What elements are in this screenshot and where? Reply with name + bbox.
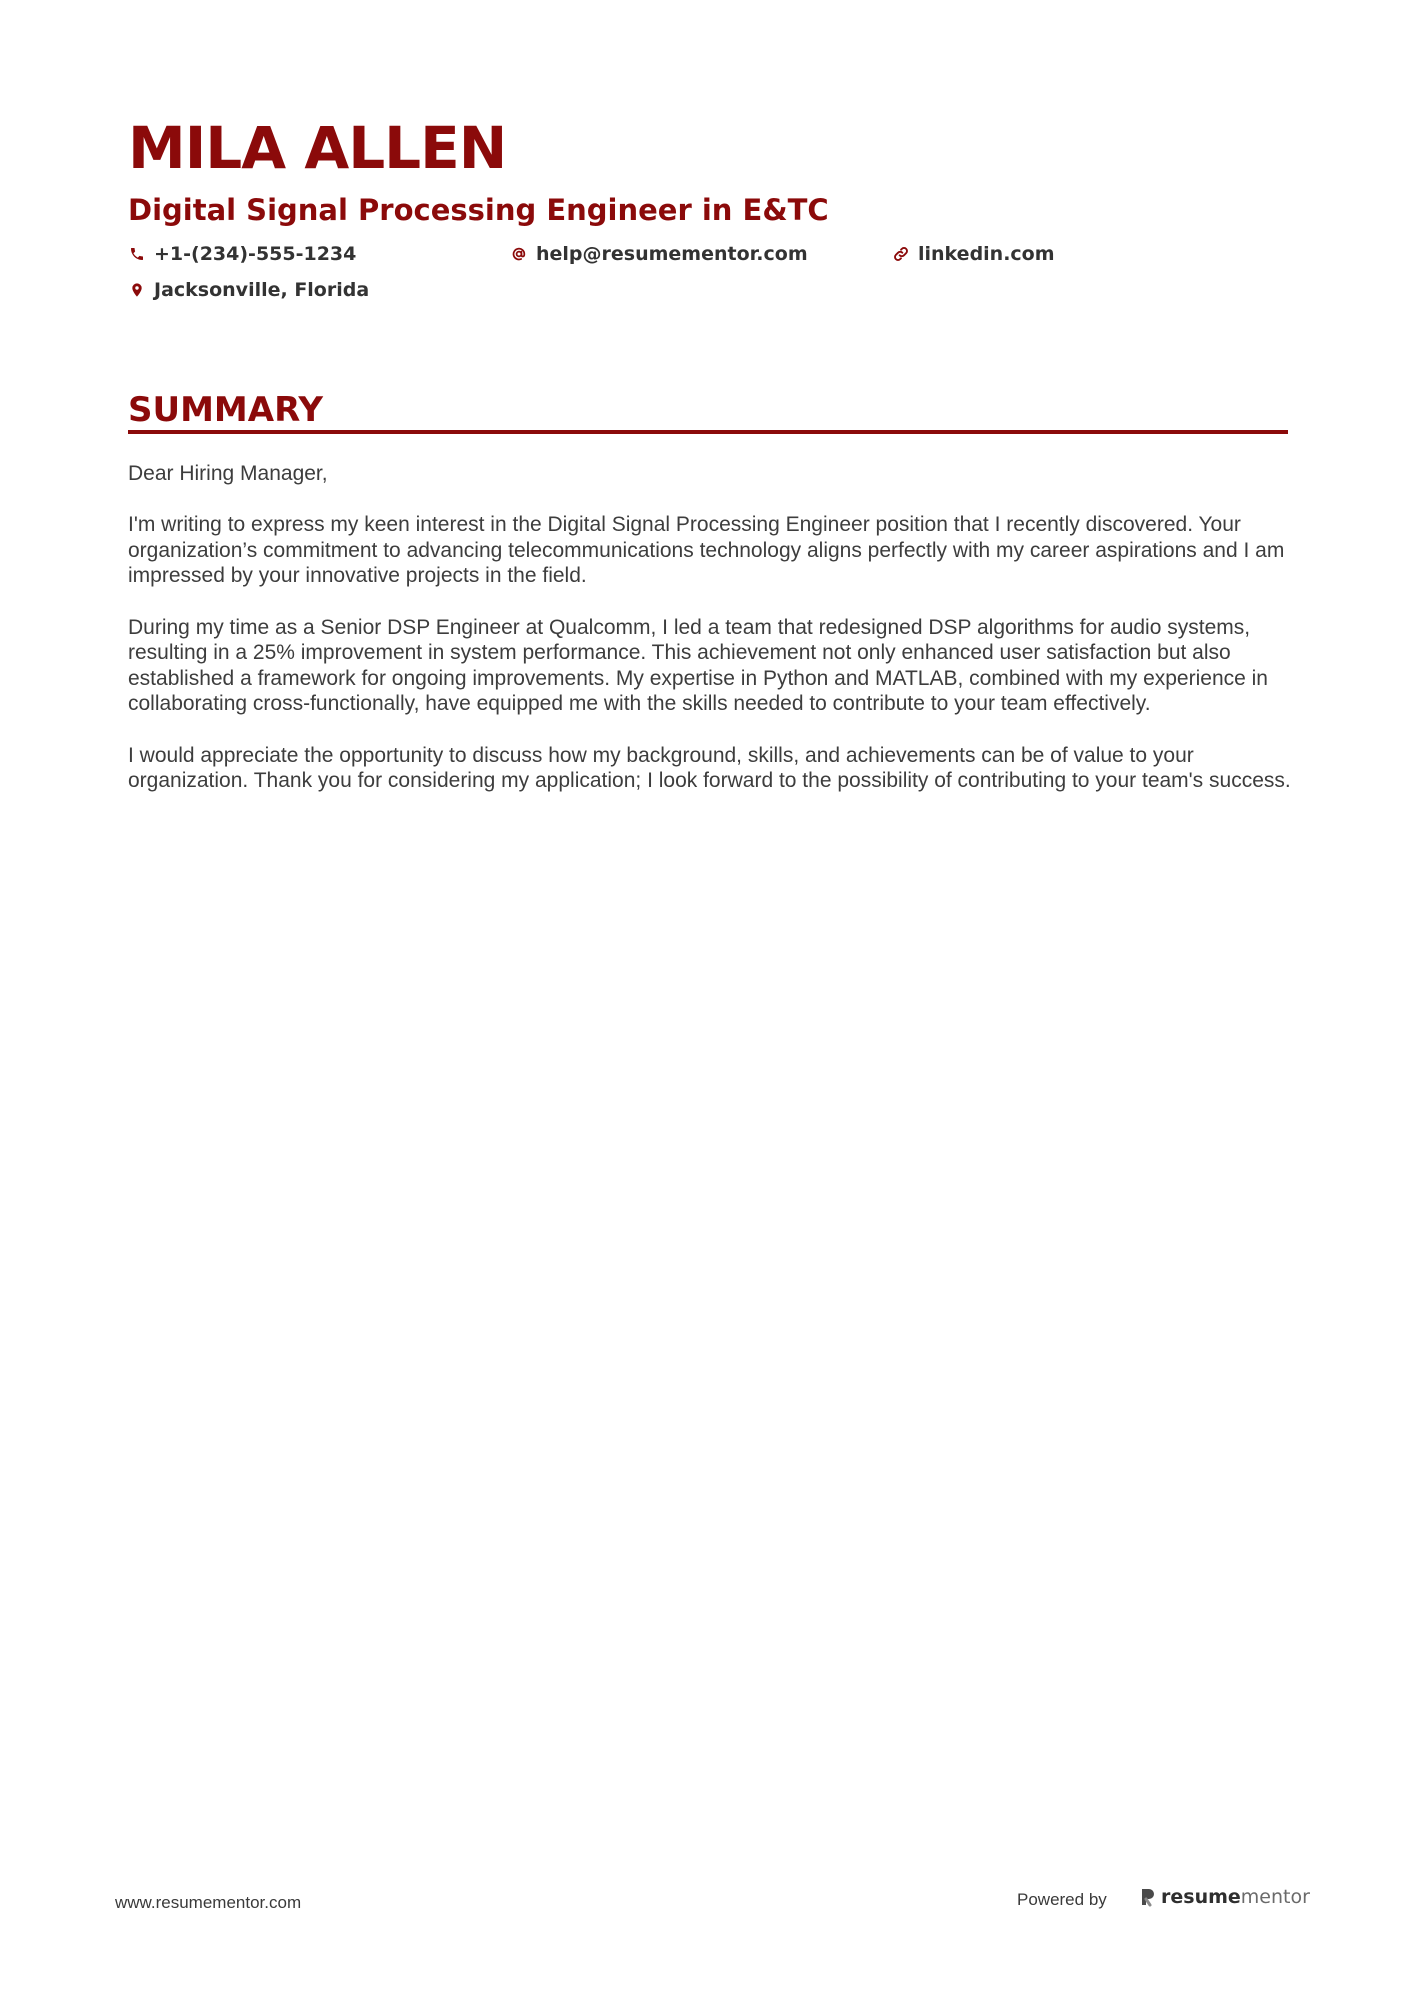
phone-icon [128,245,146,263]
map-pin-icon [128,281,146,299]
footer-website-link[interactable]: www.resumementor.com [115,1893,302,1912]
contact-email [510,241,808,267]
job-title: Digital Signal Processing Engineer in E&TC [128,193,829,227]
contact-location [128,277,369,303]
letter-paragraph: I'm writing to express my keen interest in the Digital Signal Processing Engineer position that I recently discovered. Your organization’s commitment to advancing telecommunications technology aligns perfectly with my career aspirations and I am impressed by your innovative projects in the field. [128,513,1285,588]
footer-brand-logo[interactable] [1140,1886,1310,1908]
footer-powered-by: Powered by [1017,1890,1107,1909]
link-icon [892,245,910,263]
brand-text-resume: resume [1161,1886,1241,1908]
letter-paragraph: I would appreciate the opportunity to discuss how my background, skills, and achievements can be of value to your organization. Thank you for considering my application; I look forward to the possibility of contributing to your team's success. [128,743,1291,793]
summary-body [128,461,1298,819]
summary-heading: SUMMARY [128,390,324,430]
section-divider [128,430,1288,434]
letter-greeting: Dear Hiring Manager, [128,462,328,485]
letter-paragraph: During my time as a Senior DSP Engineer at Qualcomm, I led a team that redesigned DSP algorithms for audio systems, resulting in a 25% improvement in system performance. This achievement not only enhanced user satisfaction but also established a framework for ongoing improvements. My expertise in Python and MATLAB, combined with my experience in collaborating cross-functionally, have equipped me with the skills needed to contribute to your team effectively. [128,615,1268,716]
resumementor-logo-icon [1140,1887,1156,1907]
location-text: Jacksonville, Florida [154,279,370,301]
candidate-name: MILA ALLEN [128,114,507,182]
phone-text: +1-(234)-555-1234 [154,243,357,265]
at-sign-icon [510,245,528,263]
email-text[interactable]: help@resumementor.com [536,243,808,265]
linkedin-text[interactable]: linkedin.com [918,243,1055,265]
contact-linkedin [892,241,1055,267]
brand-text-mentor: mentor [1240,1886,1310,1908]
contact-phone [128,241,356,267]
